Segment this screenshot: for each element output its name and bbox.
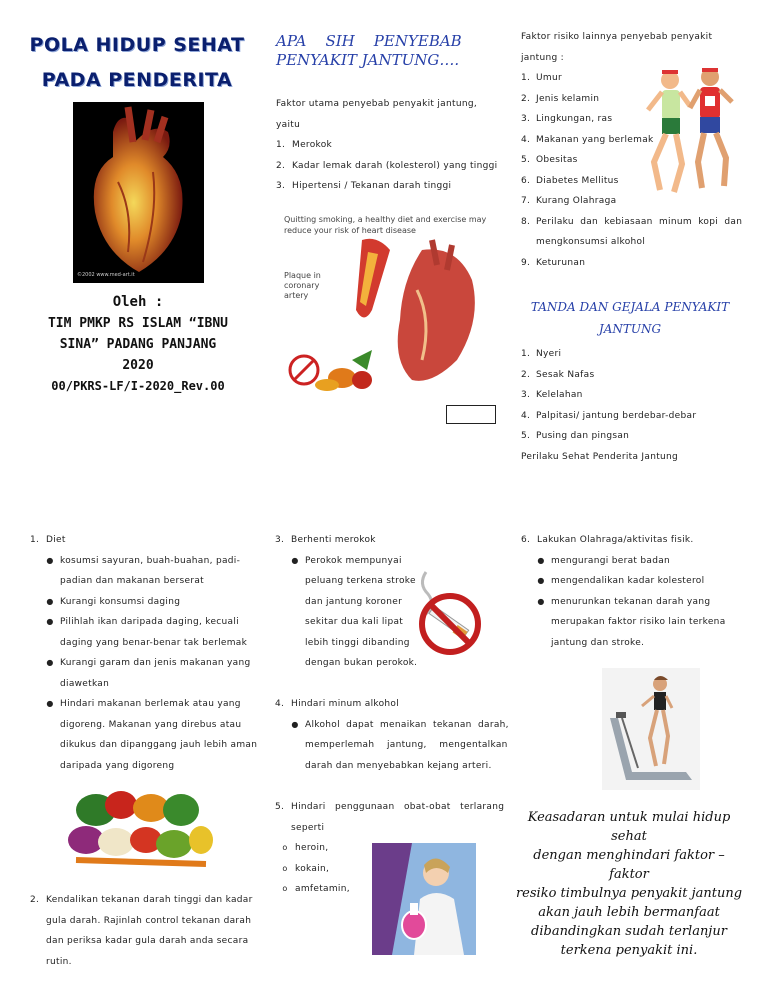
- symptom-item: 2. Sesak Nafas: [521, 369, 595, 380]
- exercise-bullet: ● mengendalikan kadar kolesterol: [537, 576, 705, 586]
- diet-bullet-cont: daging yang benar-benar tak berlemak: [60, 637, 248, 648]
- exercise-section: [521, 530, 746, 653]
- drug-item: o kokain,: [282, 863, 330, 874]
- drugs-title: 5. Hindari penggunaan obat-obat terlarang: [275, 802, 505, 812]
- cause-item: 2. Kadar lemak darah (kolesterol) yang tinggi: [276, 160, 498, 171]
- vegetables-image: [66, 780, 216, 872]
- exercise-bullet: ● mengurangi berat badan: [537, 555, 671, 566]
- symptoms-heading-line2: JANTUNG: [598, 322, 662, 336]
- illustration-caption-line2: reduce your risk of heart disease: [284, 226, 416, 235]
- risk-item: 6. Diabetes Mellitus: [521, 175, 619, 186]
- by-label: Oleh :: [112, 294, 164, 310]
- alcohol-bullet: ● Alkohol dapat menaikan tekanan darah,: [291, 719, 509, 730]
- closing-line: dibandingkan sudah terlanjur: [531, 924, 727, 939]
- empty-box: [446, 405, 496, 424]
- drug-item: o heroin,: [282, 843, 329, 853]
- symptoms-footer: Perilaku Sehat Penderita Jantung: [521, 451, 679, 462]
- cause-item: 1. Merokok: [276, 140, 333, 150]
- closing-line: Keasadaran untuk mulai hidup sehat: [527, 810, 731, 844]
- risk-item: 5. Obesitas: [521, 155, 578, 165]
- plaque-label-line2: coronary: [284, 281, 320, 290]
- exercise-bullet: ● menurunkan tekanan darah yang: [537, 596, 711, 607]
- cover-title-line1: POLA HIDUP SEHAT: [29, 34, 245, 56]
- risk-intro-line1: Faktor risiko lainnya penyebab penyakit: [521, 32, 713, 42]
- illustration-caption-line1: Quitting smoking, a healthy diet and exercise may: [284, 215, 487, 224]
- risk-item: 7. Kurang Olahraga: [521, 196, 617, 206]
- bp-section: [30, 890, 260, 972]
- diet-bullet-cont: padian dan makanan berserat: [60, 576, 204, 586]
- plaque-label-line1: Plaque in: [284, 271, 321, 280]
- smoking-line: dan jantung koroner: [305, 596, 403, 607]
- risk-intro-line2: jantung :: [521, 52, 564, 63]
- lab-scientist-image: [372, 843, 476, 955]
- symptom-item: 4. Palpitasi/ jantung berdebar-debar: [521, 410, 697, 421]
- drugs-title-cont: seperti: [291, 822, 325, 833]
- bp-line: dan periksa kadar gula darah anda secara: [46, 936, 249, 946]
- runners-illustration: [640, 62, 740, 200]
- causes-heading-line2: PENYAKIT JANTUNG….: [276, 51, 460, 69]
- team-line1: TIM PMKP RS ISLAM “IBNU: [47, 316, 228, 331]
- plaque-label-line3: artery: [284, 291, 309, 300]
- smoking-line: peluang terkena stroke: [305, 576, 416, 586]
- causes-intro: Faktor utama penyebab penyakit jantung, yaitu: [276, 99, 478, 130]
- smoking-line: dengan bukan perokok.: [305, 658, 418, 668]
- cover-title-line2: PADA PENDERITA: [41, 69, 233, 91]
- smoking-line: lebih tinggi dibanding: [305, 637, 410, 648]
- no-smoking-icon: [414, 564, 486, 664]
- diet-bullet: ● Kurangi konsumsi daging: [46, 596, 181, 607]
- exercise-bullet-cont: merupakan faktor risiko lain terkena: [551, 617, 726, 627]
- exercise-bullet-cont: jantung dan stroke.: [551, 637, 645, 648]
- doc-code: 00/PKRS-LF/I-2020_Rev.00: [51, 379, 225, 393]
- diet-bullet: ● Pilihlah ikan daripada daging, kecuali: [46, 617, 239, 627]
- team-line2: SINA” PADANG PANJANG: [59, 337, 217, 352]
- risk-item: 1. Umur: [521, 73, 562, 83]
- risk-item: 3. Lingkungan, ras: [521, 114, 613, 124]
- causes-list: [276, 94, 501, 197]
- alcohol-line: memperlemah jantung, mengentalkan: [305, 740, 508, 750]
- drug-item: o amfetamin,: [282, 884, 350, 894]
- diet-bullet: ● Hindari makanan berlemak atau yang: [46, 699, 241, 709]
- bp-line: gula darah. Rajinlah control tekanan darah: [46, 915, 252, 926]
- diet-bullet-cont: dikukus dan dipanggang jauh lebih aman: [60, 740, 258, 750]
- closing-line: akan jauh lebih bermanfaat: [538, 905, 720, 920]
- bp-line: rutin.: [46, 956, 72, 967]
- risk-item-cont: mengkonsumsi alkohol: [536, 237, 646, 247]
- cause-item: 3. Hipertensi / Tekanan darah tinggi: [276, 181, 452, 191]
- closing-line: terkena penyakit ini.: [560, 943, 698, 958]
- diet-bullet: ● kosumsi sayuran, buah-buahan, padi-: [46, 555, 241, 566]
- heart-caption: ©2002 www.med-art.it: [77, 272, 135, 278]
- symptom-item: 5. Pusing dan pingsan: [521, 431, 630, 441]
- symptom-item: 1. Nyeri: [521, 349, 562, 359]
- heart-image: [73, 102, 204, 283]
- heart-disease-illustration: [282, 210, 490, 395]
- symptoms-heading: [521, 296, 739, 340]
- exercise-title: 6. Lakukan Olahraga/aktivitas fisik.: [521, 535, 694, 545]
- closing-line: resiko timbulnya penyakit jantung: [515, 886, 743, 901]
- symptoms-heading-line1: TANDA DAN GEJALA PENYAKIT: [530, 300, 730, 314]
- diet-section: [30, 530, 260, 776]
- causes-heading: [276, 32, 496, 70]
- cover-year: 2020: [122, 358, 154, 373]
- alcohol-line: darah dan menyebabkan kejang arteri.: [305, 760, 492, 771]
- risk-item: 4. Makanan yang berlemak: [521, 134, 654, 145]
- risk-item: 2. Jenis kelamin: [521, 93, 600, 104]
- closing-message: [512, 808, 746, 960]
- symptoms-list: [521, 344, 739, 467]
- risk-item: 8. Perilaku dan kebiasaan minum kopi dan: [521, 216, 743, 227]
- smoking-line: sekitar dua kali lipat: [305, 617, 404, 627]
- bp-line: 2. Kendalikan tekanan darah tinggi dan kadar: [30, 895, 253, 905]
- cover-credits: [20, 292, 256, 397]
- diet-bullet-cont: digoreng. Makanan yang direbus atau: [60, 719, 242, 730]
- diet-bullet-cont: diawetkan: [60, 678, 110, 689]
- alcohol-title: 4. Hindari minum alkohol: [275, 699, 399, 709]
- symptom-item: 3. Kelelahan: [521, 390, 583, 400]
- diet-bullet: ● Kurangi garam dan jenis makanan yang: [46, 658, 251, 668]
- smoking-title: 3. Berhenti merokok: [275, 535, 376, 545]
- closing-line: dengan menghindari faktor – faktor: [533, 848, 725, 882]
- smoking-bullet: ● Perokok mempunyai: [291, 555, 402, 566]
- alcohol-section: [275, 694, 509, 776]
- treadmill-image: [602, 668, 700, 790]
- diet-title: 1. Diet: [30, 535, 66, 545]
- risk-item: 9. Keturunan: [521, 257, 586, 268]
- causes-heading-line1: APA SIH PENYEBAB: [276, 32, 462, 50]
- diet-bullet-cont: daripada yang digoreng: [60, 760, 175, 771]
